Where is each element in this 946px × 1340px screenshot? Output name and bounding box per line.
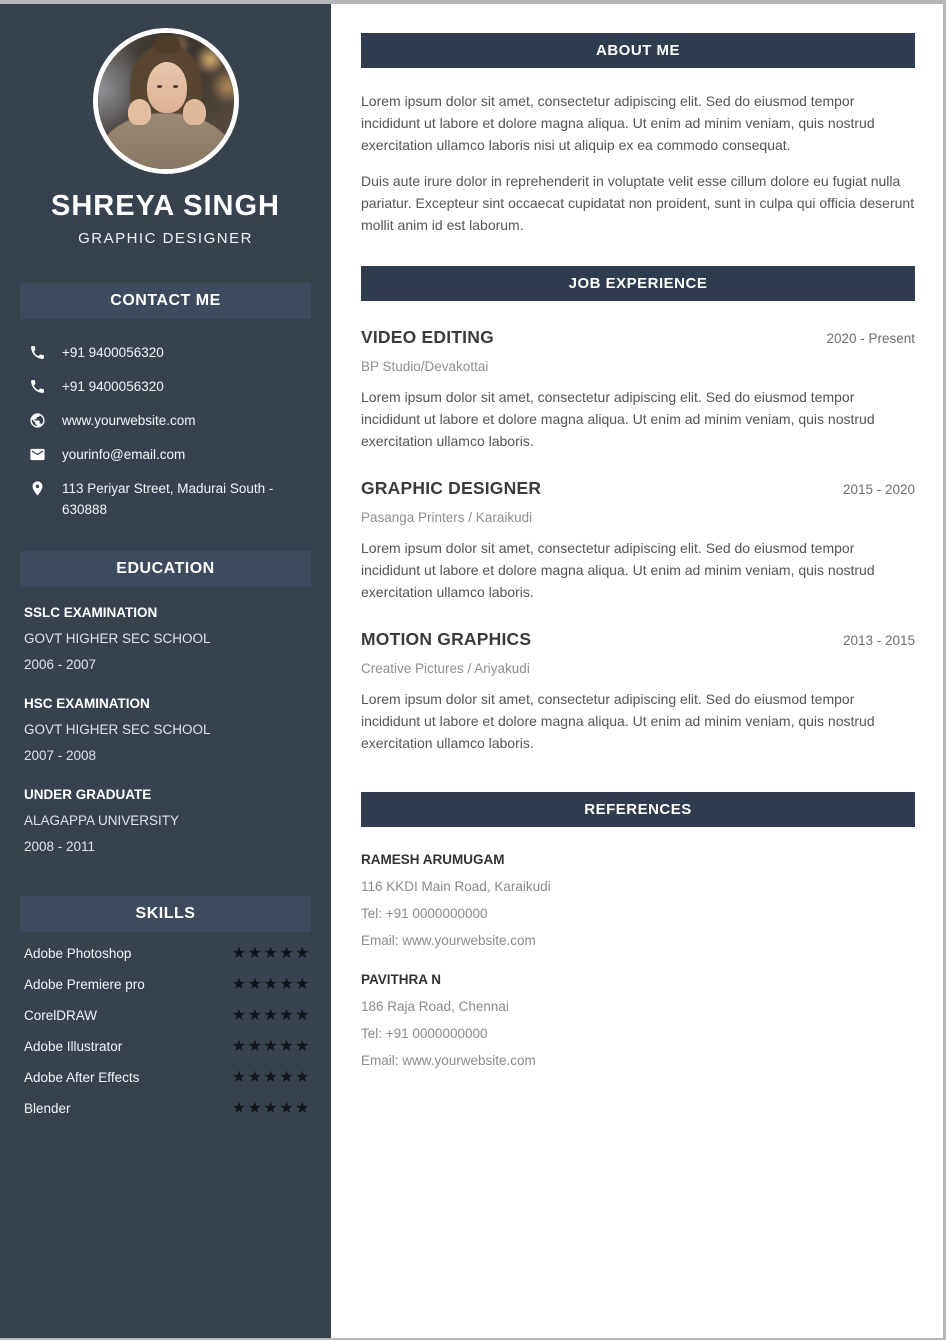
sidebar — [0, 4, 331, 1338]
job-description: Lorem ipsum dolor sit amet, consectetur adipiscing elit. Sed do eiusmod tempor incididunt ut labore et dolore magna aliqua. Ut enim ad minim veniam, quis nostrud exercitation ullamco laboris. — [361, 691, 875, 751]
skill-name: Blender — [24, 1101, 71, 1116]
education-degree: SSLC EXAMINATION — [24, 605, 158, 620]
education-school: GOVT HIGHER SEC SCHOOL — [24, 722, 211, 737]
job-company: BP Studio/Devakottai — [361, 359, 489, 374]
job-period: 2013 - 2015 — [842, 633, 915, 648]
contact-text: +91 9400056320 — [62, 379, 164, 394]
skill-rating-stars: ★★★★★ — [231, 976, 311, 993]
skill-rating-stars: ★★★★★ — [231, 1069, 311, 1086]
job-period: 2015 - 2020 — [842, 482, 915, 497]
education-item — [20, 691, 311, 769]
reference-tel: Tel: +91 0000000000 — [361, 1026, 488, 1041]
education-school: GOVT HIGHER SEC SCHOOL — [24, 631, 211, 646]
skill-name: Adobe Premiere pro — [24, 977, 145, 992]
job-head — [361, 629, 915, 650]
skill-row — [20, 945, 311, 963]
photo-hair-bun — [153, 35, 181, 54]
profile-photo — [93, 28, 239, 174]
contact-text: yourinfo@email.com — [62, 447, 186, 462]
job-title: MOTION GRAPHICS — [361, 629, 532, 649]
photo-hand — [128, 99, 151, 125]
job-description: Lorem ipsum dolor sit amet, consectetur adipiscing elit. Sed do eiusmod tempor incididunt ut labore et dolore magna aliqua. Ut enim ad minim veniam, quis nostrud exercitation ullamco laboris. — [361, 389, 875, 449]
contact-text: www.yourwebsite.com — [62, 413, 196, 428]
education-years: 2006 - 2007 — [24, 657, 97, 672]
reference-name: PAVITHRA N — [361, 972, 441, 987]
education-years: 2007 - 2008 — [24, 748, 97, 763]
skill-row — [20, 976, 311, 994]
education-item — [20, 600, 311, 678]
contact-item-phone-2 — [29, 376, 311, 397]
reference-entry — [361, 852, 915, 948]
job-description: Lorem ipsum dolor sit amet, consectetur adipiscing elit. Sed do eiusmod tempor incididunt ut labore et dolore magna aliqua. Ut enim ad minim veniam, quis nostrud exercitation ullamco laboris. — [361, 540, 875, 600]
skill-row — [20, 1069, 311, 1087]
experience-section-header: JOB EXPERIENCE — [361, 266, 915, 301]
skill-name: Adobe After Effects — [24, 1070, 140, 1085]
phone-icon — [29, 344, 46, 361]
contact-item-address — [29, 478, 311, 520]
education-school: ALAGAPPA UNIVERSITY — [24, 813, 180, 828]
contact-list — [20, 342, 311, 520]
skill-rating-stars: ★★★★★ — [231, 945, 311, 962]
reference-address: 186 Raja Road, Chennai — [361, 999, 509, 1014]
email-icon — [29, 446, 46, 463]
education-degree: UNDER GRADUATE — [24, 787, 152, 802]
skill-rating-stars: ★★★★★ — [231, 1038, 311, 1055]
skill-name: Adobe Illustrator — [24, 1039, 123, 1054]
skill-name: Adobe Photoshop — [24, 946, 132, 961]
skill-row — [20, 1100, 311, 1118]
job-head — [361, 478, 915, 499]
photo-face — [147, 62, 187, 113]
education-section-header: EDUCATION — [20, 551, 311, 587]
reference-email: Email: www.yourwebsite.com — [361, 1053, 536, 1068]
skill-row — [20, 1038, 311, 1056]
photo-hand — [183, 99, 206, 125]
skill-name: CorelDRAW — [24, 1008, 98, 1023]
globe-icon — [29, 412, 46, 429]
contact-item-website — [29, 410, 311, 431]
contact-text: +91 9400056320 — [62, 345, 164, 360]
job-entry — [361, 478, 915, 603]
job-title: VIDEO EDITING — [361, 327, 494, 347]
resume-sheet — [0, 4, 943, 1338]
reference-address: 116 KKDI Main Road, Karaikudi — [361, 879, 551, 894]
about-section-header: ABOUT ME — [361, 33, 915, 68]
reference-email: Email: www.yourwebsite.com — [361, 933, 536, 948]
skill-rating-stars: ★★★★★ — [231, 1007, 311, 1024]
job-entry — [361, 629, 915, 754]
education-years: 2008 - 2011 — [24, 839, 96, 854]
contact-section-header: CONTACT ME — [20, 283, 311, 319]
reference-entry — [361, 972, 915, 1068]
job-head — [361, 327, 915, 348]
phone-icon — [29, 378, 46, 395]
reference-tel: Tel: +91 0000000000 — [361, 906, 488, 921]
references-section-header: REFERENCES — [361, 792, 915, 827]
education-item — [20, 782, 311, 860]
job-period: 2020 - Present — [826, 331, 915, 346]
location-icon — [29, 480, 46, 497]
person-name: SHREYA SINGH — [50, 190, 281, 222]
job-company: Pasanga Printers / Karaikudi — [361, 510, 533, 525]
skills-section-header: SKILLS — [20, 896, 311, 932]
main-column — [331, 4, 943, 1338]
photo-eye — [157, 85, 162, 88]
about-paragraph: Lorem ipsum dolor sit amet, consectetur adipiscing elit. Sed do eiusmod tempor incididunt ut labore et dolore magna aliqua. Ut enim ad minim veniam, quis nostrud exercitation ullamco laboris nisi ut aliquip ex ea commodo consequat. — [361, 93, 875, 153]
reference-name: RAMESH ARUMUGAM — [361, 852, 505, 867]
job-title: GRAPHIC DESIGNER — [361, 478, 542, 498]
contact-item-phone-1 — [29, 342, 311, 363]
about-paragraph: Duis aute irure dolor in reprehenderit in voluptate velit esse cillum dolore eu fugiat nulla pariatur. Excepteur sint occaecat cupidatat non proident, sunt in culpa qui officia deserunt mollit anim id est laborum. — [361, 173, 915, 233]
contact-text: 113 Periyar Street, Madurai South - 630888 — [62, 481, 274, 517]
photo-eye — [173, 85, 178, 88]
skill-rating-stars: ★★★★★ — [231, 1100, 311, 1117]
skill-row — [20, 1007, 311, 1025]
job-company: Creative Pictures / Ariyakudi — [361, 661, 530, 676]
job-entry — [361, 327, 915, 452]
contact-item-email — [29, 444, 311, 465]
person-title: GRAPHIC DESIGNER — [78, 230, 253, 247]
education-degree: HSC EXAMINATION — [24, 696, 150, 711]
